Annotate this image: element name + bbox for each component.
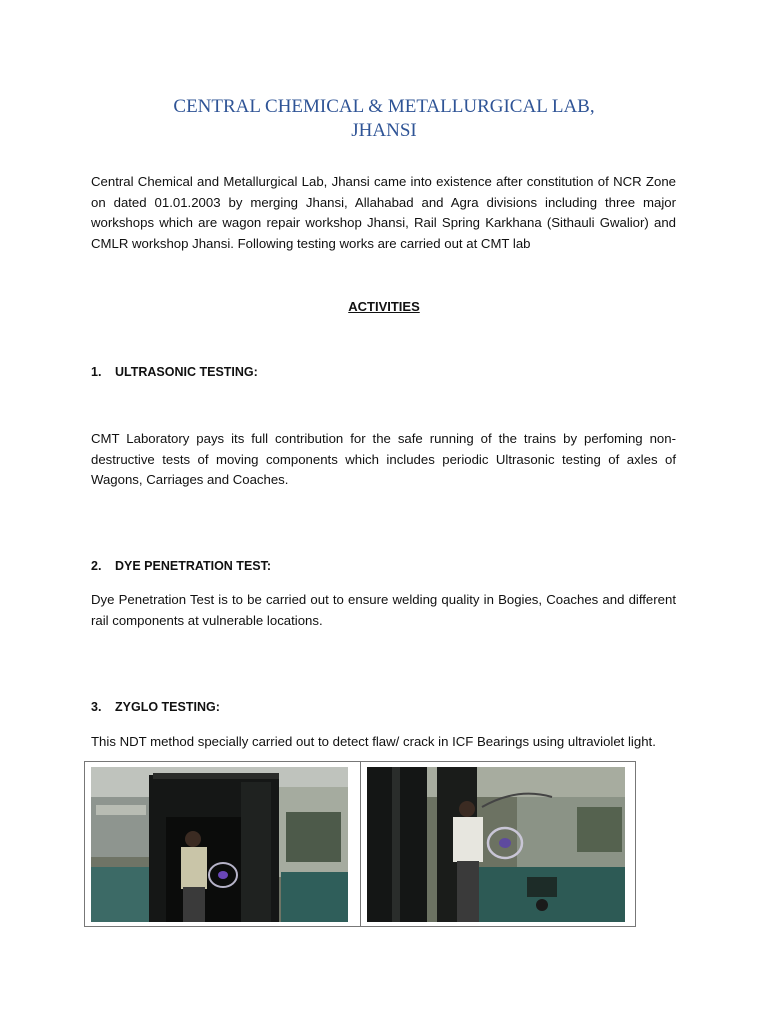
ultrasonic-paragraph: CMT Laboratory pays its full contribution for the safe running of the trains by perfoming non-destructive tests of moving components which includes periodic Ultrasonic testing of axles of Wagons, Carriages and Coaches. [91, 431, 676, 488]
document-title-line1: CENTRAL CHEMICAL & METALLURGICAL LAB, [173, 96, 595, 117]
document-title-line2: JHANSI [351, 120, 417, 141]
section-number: 2. [91, 559, 102, 573]
section-title: ZYGLO TESTING: [115, 700, 220, 714]
section-title: ULTRASONIC TESTING: [115, 365, 258, 379]
section-number: 1. [91, 365, 102, 379]
zyglo-booth-photo-2 [367, 767, 625, 922]
activities-heading: ACTIVITIES [348, 299, 420, 314]
section-heading-zyglo [91, 700, 220, 714]
table-divider [360, 762, 361, 926]
section-title: DYE PENETRATION TEST: [115, 559, 272, 573]
dye-penetration-paragraph: Dye Penetration Test is to be carried out to ensure welding quality in Bogies, Coaches and different rail components at vulnerable locations. [91, 592, 676, 628]
zyglo-paragraph: This NDT method specially carried out to detect flaw/ crack in ICF Bearings using ultraviolet light. [91, 734, 656, 749]
photo-table [84, 761, 636, 927]
intro-paragraph: Central Chemical and Metallurgical Lab, Jhansi came into existence after constitution of NCR Zone on dated 01.01.2003 by merging Jhansi, Allahabad and Agra divisions including three major workshops which are wagon repair workshop Jhansi, Rail Spring Karkhana (Sithauli Gwalior) and CMLR workshop Jhansi. Following testing works are carried out at CMT lab [91, 174, 676, 251]
zyglo-booth-photo-1 [91, 767, 348, 922]
section-number: 3. [91, 700, 102, 714]
section-heading-ultrasonic [91, 365, 258, 379]
section-heading-dye-penetration [91, 559, 271, 573]
